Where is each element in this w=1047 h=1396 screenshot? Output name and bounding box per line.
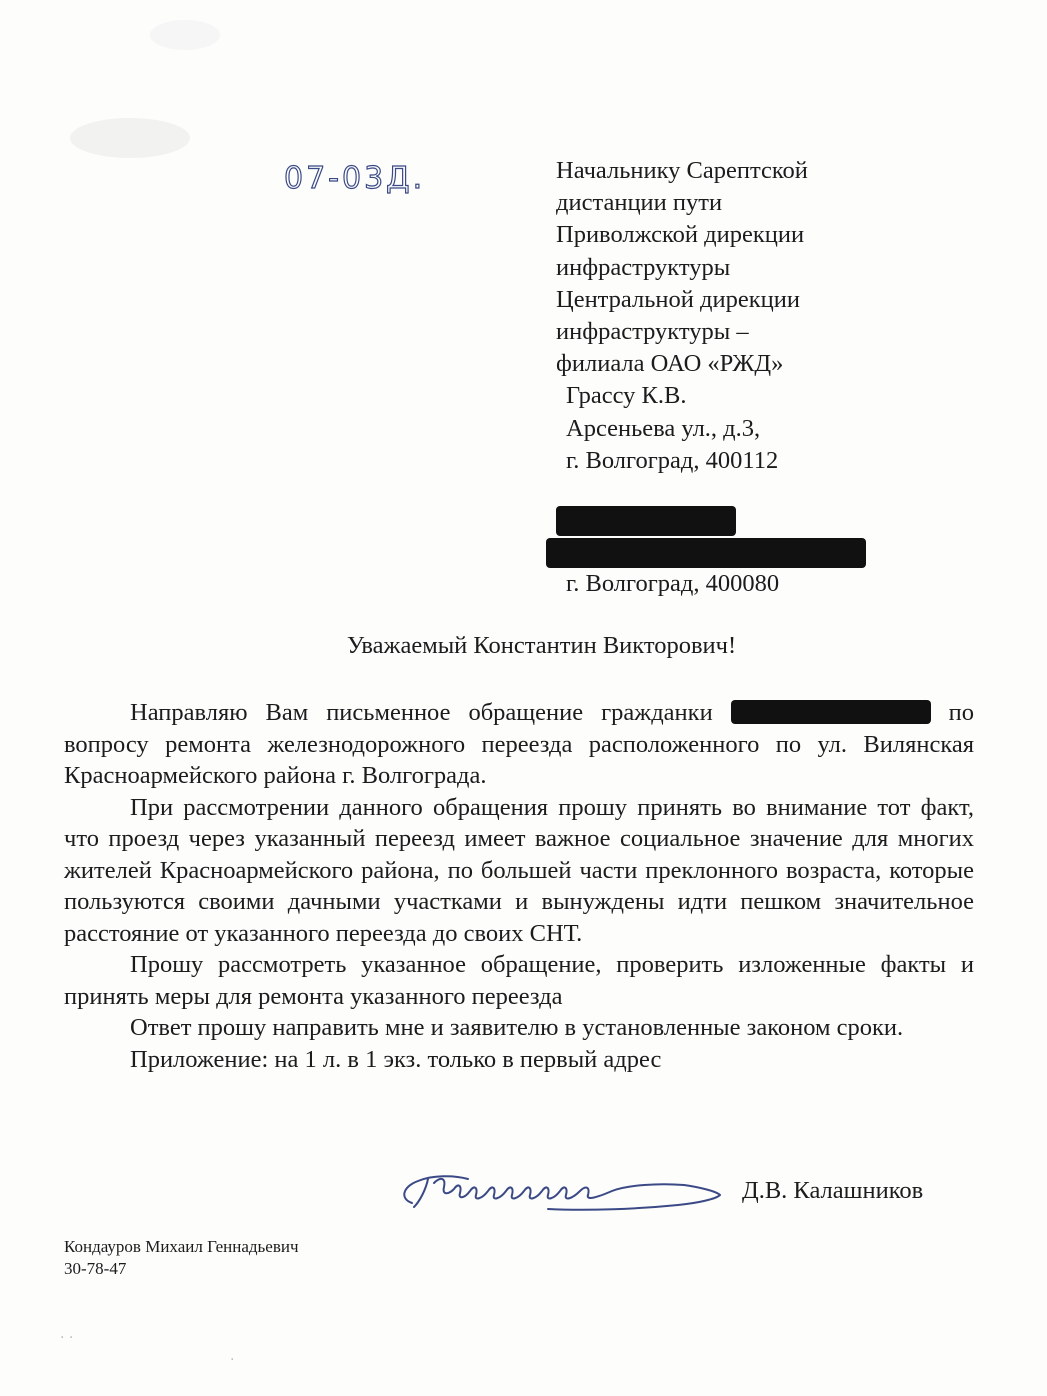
signer-name: Д.В. Калашников <box>742 1177 924 1204</box>
scan-dots: · · <box>60 1330 74 1346</box>
redaction-bar <box>556 506 736 536</box>
executor-name: Кондауров Михаил Геннадьевич <box>64 1237 299 1256</box>
scan-smudge <box>150 20 220 50</box>
recipient-block <box>556 155 956 477</box>
paragraph-4: Ответ прошу направить мне и заявителю в установленные законом сроки. <box>130 1014 904 1041</box>
paragraph-1 <box>64 697 974 792</box>
paragraph-2: При рассмотрении данного обращения прошу принять во внимание тот факт, что проезд через указанный переезд имеет важное социальное значение для многих жителей Красноармейского района, по большей части преклонного возраста, которые пользуются своими дачными участками и вынуждены идти пешком значительное расстояние от указанного переезда до своих СНТ. <box>64 793 974 947</box>
letter-body <box>64 697 974 1075</box>
recipient-line: инфраструктуры – <box>556 317 749 345</box>
redaction-bar <box>731 700 931 724</box>
paragraph-1-text-cont: по вопросу ремонта железнодорожного переезда расположенного по ул. Вилянская Красноармейского района г. Волгограда. <box>64 699 975 789</box>
paragraph-5: Приложение: на 1 л. в 1 экз. только в первый адрес <box>130 1045 662 1073</box>
recipient-line: дистанции пути <box>556 189 723 217</box>
salutation: Уважаемый Константин Викторович! <box>346 632 737 659</box>
recipient-line: филиала ОАО «РЖД» <box>556 350 784 378</box>
paragraph-3: Прошу рассмотреть указанное обращение, проверить изложенные факты и принять меры для ремонта указанного переезда <box>64 951 974 1010</box>
paragraph-1-text: Направляю Вам письменное обращение гражданки <box>130 699 713 726</box>
recipient-line: инфраструктуры <box>556 253 731 281</box>
sender-city-line: г. Волгоград, 400080 <box>566 570 780 597</box>
recipient-line: Центральной дирекции <box>556 285 800 313</box>
executor-phone: 30-78-47 <box>64 1259 127 1278</box>
redaction-bar <box>546 538 866 568</box>
recipient-line: Грассу К.В. <box>566 382 687 410</box>
scan-smudge <box>70 118 190 158</box>
executor-block <box>64 1236 299 1280</box>
handwritten-note <box>280 152 460 202</box>
recipient-line: Арсеньева ул., д.3, <box>566 414 761 442</box>
scan-dots: · <box>230 1352 235 1368</box>
recipient-line: г. Волгоград, 400112 <box>566 446 779 474</box>
handwritten-note-text: 07-03Д. <box>284 161 426 196</box>
signature <box>398 1165 728 1215</box>
recipient-line: Начальнику Сарептской <box>556 157 808 184</box>
recipient-line: Приволжской дирекции <box>556 221 805 249</box>
